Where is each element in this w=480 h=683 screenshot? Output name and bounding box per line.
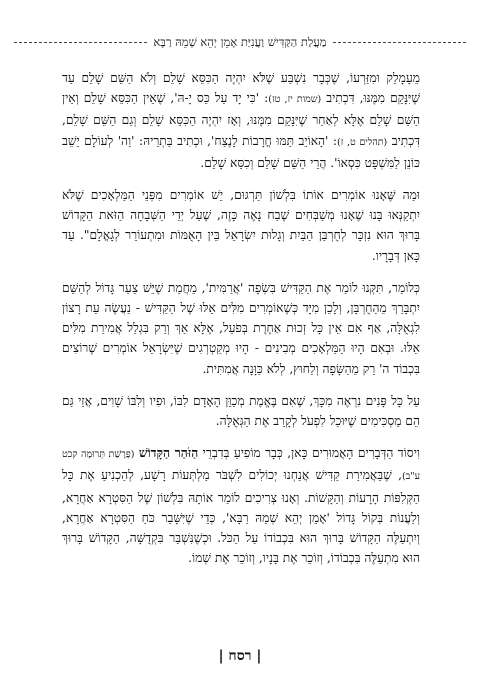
paragraph <box>62 443 420 568</box>
paragraph <box>62 391 420 431</box>
emphasized-text: הַזֹּהַר הַקָּדוֹשׁ <box>138 446 199 461</box>
header-rule-left <box>14 42 147 43</box>
paragraph <box>62 278 420 379</box>
paragraph <box>62 68 420 173</box>
paragraph-text: , שֶׁבַּאֲמִירַת קַדִּישׁ אֲנַחְנוּ יְכוֹלִים לִשְׁבֹּר מַלְתְּעוֹת רָשָׁע, לְהַכְנִיעַ אֶת כָּל הַקְּלִפּוֹת הָרָעוֹת וְהַקָּשׁוֹת. וְאָנוּ צְרִיכִים לוֹמַר אוֹתָהּ בִּלְשׁוֹן שֶׁל הַסִּטְרָא אַחֲרָא, וְלַעֲנוֹת בְּקוֹל גָּדוֹל 'אָמֵן יְהֵא שְׁמֵהּ רַבָּא', כְּדֵי שֶׁיִּשָּׁבֵר כֹּחַ הַסִּטְרָא אַחֲרָא, וְיִתְעַלֶּה הַקָּדוֹשׁ בָּרוּךְ הוּא בִּכְבוֹדוֹ עַל הַכֹּל. וּכְשֶׁנִּשְׁבַּר בִּקְדֻשָּׁה, הַקָּדוֹשׁ בָּרוּךְ הוּא מִתְעַלֶּה בִּכְבוֹדוֹ, וְזוֹכֵר אֶת בָּנָיו, וְזוֹכֵר אֶת שְׁמוֹ. <box>62 468 420 566</box>
header-rule-right <box>333 42 466 43</box>
source-citation: (שמות יז, טז) <box>268 94 322 106</box>
paragraph-text: : 'כִּי יָד עַל כֵּס יָ-הּ', שֶׁאֵין הַכִּסֵּא שָׁלֵם וְאֵין הַשֵּׁם שָׁלֵם אֶלָּא לְאַחַר שֶׁיִּנָּקֵם מִמֶּנּוּ, וְאָז יִהְיֶה הַכִּסֵּא שָׁלֵם וְגַם הַשֵּׁם שָׁלֵם, דִּכְתִיב <box>62 91 421 148</box>
paragraph-text: כְּלוֹמַר, תִּקְּנוּ לוֹמַר אֶת הַקַּדִּישׁ בִּשְׂפָה 'אֲרַמִּית', מֵחֲמַת שֶׁיֵּשׁ צַעַר גָּדוֹל לְהַשֵּׁם יִתְבָּרַךְ מֵהַחֻרְבָּן, וְלָכֵן מִיָּד כְּשֶׁאוֹמְרִים מִלִּים אֵלּוּ שֶׁל הַקַּדִּישׁ - נַעֲשֶׂה עֵת רָצוֹן לִגְאֻלָּה, אַף אִם אֵין כָּל זְכוּת אַחֶרֶת בְּפֹעַל, אֶלָּא אַךְ וְרַק בִּגְלַל אֲמִירַת מִלִּים אֵלּוּ. וּבְאִם הָיוּ הַמַּלְאָכִים מְבִינִים - הָיוּ מְקַטְרְגִים שֶׁיִּשְׂרָאֵל אוֹמְרִים שֶׁרוֹצִים בִּכְבוֹד ה' רַק מֵהַשָּׂפָה וְלַחוּץ, לְלֹא כַּוָּנָה אֲמִתִּית. <box>62 280 420 376</box>
source-citation: (פָּרָשַׁת תְּרוּמָה קכט ע"ב) <box>62 449 420 483</box>
source-citation: (תהלים ט, ז) <box>336 136 388 148</box>
header-title: מַעֲלַת הַקַּדִּישׁ וַעֲנִיַּת אָמֵן יְהֵא שְׁמֵהּ רַבָּא <box>153 35 327 49</box>
paragraph-text: עַל כָּל פָּנִים נִרְאֶה מִכָּךְ, שֶׁאִם בֶּאֱמֶת מְכַוֵּן הָאָדָם לִבּוֹ, וּפִיו וְלִבּוֹ שָׁוִים, אֲזַי גַּם הֵם מַסְכִּימִים שֶׁיּוּכַל לִפְעֹל לְקָרֵב אֶת הַגְּאֻלָּה. <box>62 393 420 429</box>
paragraph-text: וִיסוֹד הַדְּבָרִים הָאֲמוּרִים כָּאן, כְּבָר מוֹפִיעַ בְּדִבְרֵי <box>198 446 421 461</box>
paragraph <box>62 185 420 266</box>
paragraph-text: וּמַה שֶּׁאָנוּ אוֹמְרִים אוֹתוֹ בִּלְשׁוֹן תַּרְגּוּם, יֵשׁ אוֹמְרִים מִפְּנֵי הַמַּלְאָכִים שֶׁלֹּא יִתְקַנְּאוּ בָּנוּ שֶׁאָנוּ מְשַׁבְּחִים שֶׁבַח נָאֶה כָּזֶה, שֶׁעַל יְדֵי הַשְּׁבָחָה הַזֹּאת הַקָּדוֹשׁ בָּרוּךְ הוּא נִזְכָּר לְחֻרְבַּן הַבַּיִת וְגָלוּת יִשְׂרָאֵל בֵּין הָאֻמּוֹת וּמִתְעוֹרֵר לְגָאֳלָם". עַד כָּאן דְּבָרָיו. <box>62 188 420 263</box>
paragraph-text: מֵעָמָלֵק וּמִזַּרְעוֹ, שֶׁכְּבָר נִשְׁבַּע שֶׁלֹּא יִהְיֶה הַכִּסֵּא שָׁלֵם וְלֹא הַשֵּׁם שָׁלֵם עַד שֶׁיִּנָּקֵם מִמֶּנּוּ, דִּכְתִיב <box>62 71 420 106</box>
body-text <box>62 68 420 568</box>
paragraph-text: : 'הָאוֹיֵב תַּמּוּ חֳרָבוֹת לָנֶצַח', וּכְתִיב בַּתְרֵיהּ: 'וַה' לְעוֹלָם יֵשֵׁב כּוֹנֵן לַמִּשְׁפָּט כִּסְאוֹ'. הֲרֵי הַשֵּׁם שָׁלֵם וְכִסֵּא שָׁלֵם. <box>62 133 420 170</box>
running-header <box>14 34 466 50</box>
page-number: | רסח | <box>218 648 262 664</box>
